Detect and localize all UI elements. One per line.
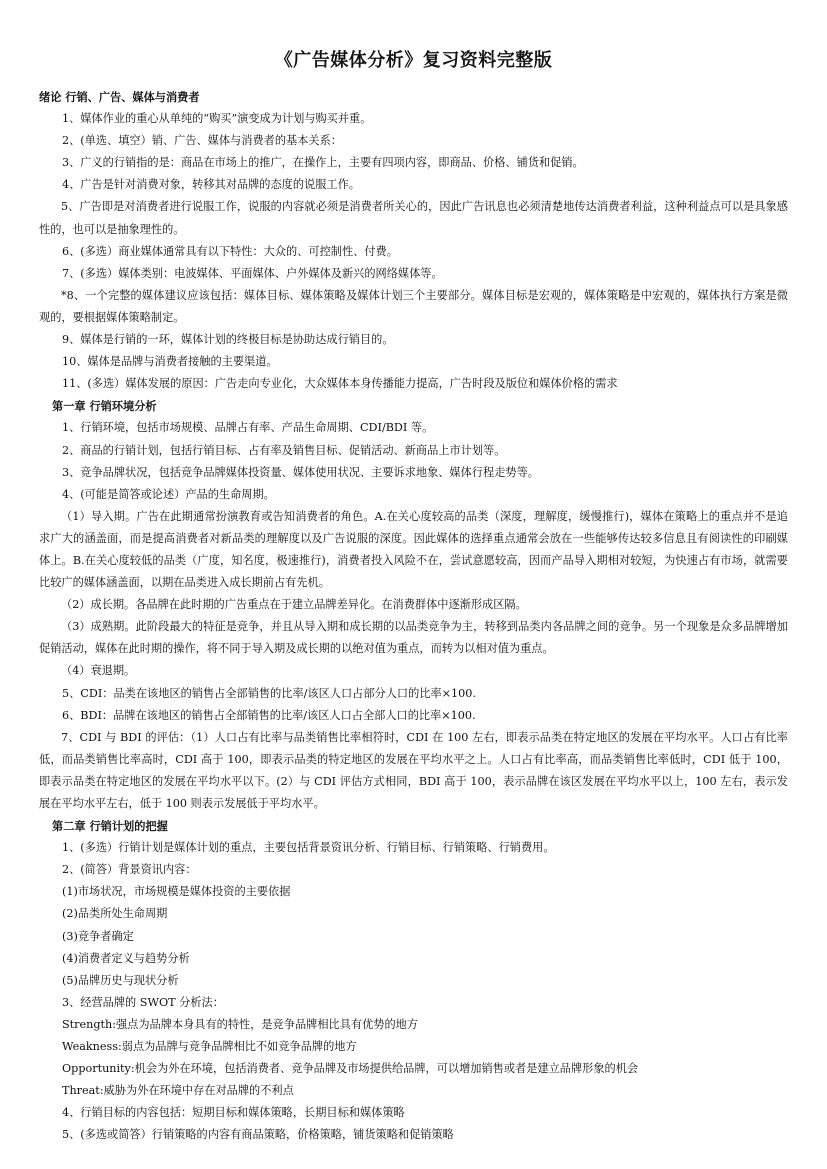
- paragraph: 9、媒体是行销的一环，媒体计划的终极目标是协助达成行销目的。: [62, 333, 394, 347]
- paragraph: 5、广告即是对消费者进行说服工作，说服的内容就必须是消费者所关心的，因此广告讯息也必须清楚地传达消费者利益，这种利益点可以是具象感性的，也可以是抽象理性的。: [39, 200, 788, 236]
- paragraph: 1、行销环境，包括市场规模、品牌占有率、产品生命周期、CDI/BDI 等。: [62, 421, 434, 435]
- chapter-heading: 第一章 行销环境分析: [52, 399, 157, 414]
- paragraph: 3、广义的行销指的是：商品在市场上的推广，在操作上，主要有四项内容，即商品、价格、铺货和促销。: [62, 156, 584, 170]
- paragraph: (1)市场状况，市场规模是媒体投资的主要依据: [62, 885, 291, 899]
- document-title: 《广告媒体分析》复习资料完整版: [274, 50, 553, 71]
- paragraph: (3)竞争者确定: [62, 929, 134, 943]
- paragraph: 4、(可能是简答或论述）产品的生命周期。: [62, 487, 275, 501]
- paragraph: 7、CDI 与 BDI 的评估：（1）人口占有比率与品类销售比率相符时，CDI 在 100 左右，即表示品类在特定地区的发展在平均水平。人口占有比率低，而品类销售比率高时，CDI 高于 100，即表示品类的特定地区的发展在平均水平之上。人口占有比率高，而品类销售比率低时，CDI 低于 100，即表示品类在特定地区的发展在平均水平以下。(2）与 CDI 评估方式相同，BDI 高于 100，表示品牌在该区发展在平均水平以上，100 左右，表示发展在平均水平左右，低于 100 则表示发展低于平均水平。: [39, 730, 788, 810]
- paragraph: （1）导入期。广告在此期通常扮演教育或告知消费者的角色。A.在关心度较高的品类（深度，理解度，缓慢推行)，媒体在策略上的重点并不是追求广大的涵盖面，而是提高消费者对新品类的理解度以及广告说服的深度。因此媒体的选择重点通常会放在一些能够传达较多信息且有阅读性的印刷媒体上。B.在关心度较低的品类（广度，知名度，极速推行)，消费者投入风险不在，尝试意愿较高，因而产品导入期相对较短，为快速占有市场，就需要比较广的媒体涵盖面，以期在品类进入成长期前占有先机。: [39, 509, 788, 590]
- paragraph: Threat:威胁为外在环境中存在对品牌的不利点: [62, 1084, 294, 1098]
- paragraph: 10、媒体是品牌与消费者接触的主要渠道。: [62, 355, 278, 369]
- paragraph: Weakness:弱点为品牌与竞争品牌相比不如竞争品牌的地方: [62, 1040, 357, 1054]
- section-heading: 绪论 行销、广告、媒体与消费者: [39, 90, 200, 104]
- paragraph: 3、经营品牌的 SWOT 分析法：: [62, 995, 224, 1009]
- paragraph: 5、CDI：品类在该地区的销售占全部销售的比率/该区人口占部分人口的比率×100.: [62, 686, 476, 700]
- paragraph: 11、(多选）媒体发展的原因：广告走向专业化，大众媒体本身传播能力提高，广告时段及版位和媒体价格的需求: [62, 377, 618, 391]
- chapter-heading: 第二章 行销计划的把握: [52, 819, 168, 834]
- paragraph: 2、商品的行销计划，包括行销目标、占有率及销售目标、促销活动、新商品上市计划等。: [62, 443, 506, 457]
- paragraph: Opportunity:机会为外在环境，包括消费者、竞争品牌及市场提供给品牌，可以增加销售或者是建立品牌形象的机会: [62, 1062, 639, 1076]
- paragraph: (4)消费者定义与趋势分析: [62, 951, 190, 965]
- paragraph: 6、(多选）商业媒体通常具有以下特性：大众的、可控制性、付费。: [62, 244, 398, 258]
- paragraph: (2)品类所处生命周期: [62, 907, 168, 921]
- paragraph: 1、(多选）行销计划是媒体计划的重点，主要包括背景资讯分析、行销目标、行销策略、行销费用。: [62, 841, 555, 855]
- paragraph: （2）成长期。各品牌在此时期的广告重点在于建立品牌差异化。在消费群体中逐渐形成区隔。: [61, 598, 527, 612]
- paragraph: （3）成熟期。此阶段最大的特征是竞争，并且从导入期和成长期的以品类竞争为主，转移到品类内各品牌之间的竞争。另一个现象是众多品牌增加促销活动，媒体在此时期的操作，将不同于导入期及成长期的以绝对值为重点，而转为以相对值为重点。: [39, 620, 788, 656]
- paragraph: 4、行销目标的内容包括：短期目标和媒体策略，长期目标和媒体策略: [62, 1106, 405, 1120]
- paragraph: 4、广告是针对消费对象，转移其对品牌的态度的说服工作。: [62, 178, 360, 192]
- paragraph: 2、(单选、填空）销、广告、媒体与消费者的基本关系：: [62, 134, 342, 148]
- document-body: [39, 86, 788, 1147]
- paragraph: *8、一个完整的媒体建议应该包括：媒体目标、媒体策略及媒体计划三个主要部分。媒体目标是宏观的，媒体策略是中宏观的，媒体执行方案是微观的，要根据媒体策略制定。: [39, 288, 788, 324]
- paragraph: 2、(简答）背景资讯内容：: [62, 863, 197, 877]
- paragraph: 1、媒体作业的重心从单纯的“购买”演变成为计划与购买并重。: [62, 112, 372, 126]
- paragraph: （4）衰退期。: [61, 664, 136, 678]
- paragraph: 5、(多选或简答）行销策略的内容有商品策略，价格策略，铺货策略和促销策略: [62, 1128, 454, 1142]
- paragraph: 7、(多选）媒体类别：电波媒体、平面媒体、户外媒体及新兴的网络媒体等。: [62, 266, 443, 280]
- paragraph: Strength:强点为品牌本身具有的特性，是竞争品牌相比具有优势的地方: [62, 1017, 419, 1031]
- paragraph: (5)品牌历史与现状分析: [62, 973, 179, 987]
- paragraph: 6、BDI：品牌在该地区的销售占全部销售的比率/该区人口占全部人口的比率×100.: [62, 708, 476, 722]
- paragraph: 3、竞争品牌状况，包括竞争品牌媒体投资量、媒体使用状况、主要诉求地象、媒体行程走势等。: [62, 465, 539, 479]
